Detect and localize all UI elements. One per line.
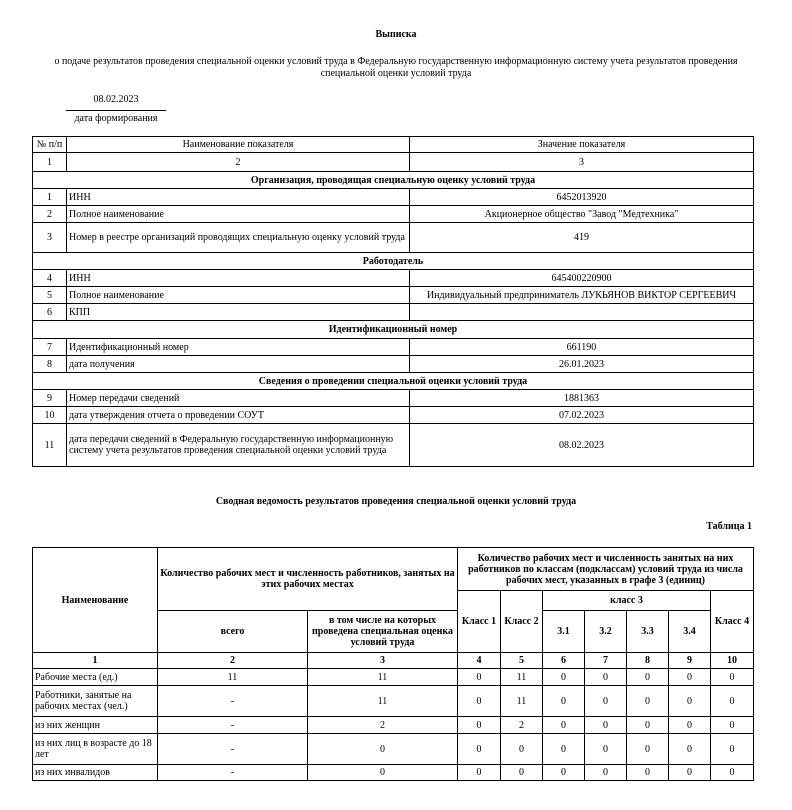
header-value: Значение показателя	[410, 137, 754, 153]
section-title: Работодатель	[33, 253, 754, 270]
cell-assessed: 0	[308, 765, 458, 781]
header-class-3-1: 3.1	[543, 611, 585, 653]
summary-index-row	[33, 653, 754, 669]
section-header	[33, 373, 754, 390]
cell-class-3-2: 0	[585, 717, 627, 734]
cell-class4: 0	[711, 765, 754, 781]
table-header-row	[33, 137, 754, 153]
row-value: 645400220900	[410, 270, 754, 287]
cell-class4: 0	[711, 717, 754, 734]
cell-class1: 0	[458, 765, 501, 781]
header-group1: Количество рабочих мест и численность работников, занятых на этих рабочих местах	[158, 548, 458, 611]
cell-class-3-3: 0	[627, 765, 669, 781]
row-num: 9	[33, 390, 67, 407]
header-class1: Класс 1	[458, 591, 501, 653]
row-num: 11	[33, 424, 67, 467]
cell-class-3-4: 0	[669, 686, 711, 717]
row-name: Полное наименование	[67, 206, 410, 223]
row-name: дата утверждения отчета о проведении СОУТ	[67, 407, 410, 424]
table-row	[33, 734, 754, 765]
cell-class-3-2: 0	[585, 669, 627, 686]
row-name: ИНН	[67, 270, 410, 287]
row-value: 07.02.2023	[410, 407, 754, 424]
row-num: 6	[33, 304, 67, 321]
row-num: 10	[33, 407, 67, 424]
row-value	[410, 304, 754, 321]
cell-assessed: 0	[308, 734, 458, 765]
row-value: 6452013920	[410, 189, 754, 206]
cell-class-3-4: 0	[669, 669, 711, 686]
header-class2: Класс 2	[501, 591, 543, 653]
row-name: Номер передачи сведений	[67, 390, 410, 407]
cell-class4: 0	[711, 669, 754, 686]
header-total: всего	[158, 611, 308, 653]
index-cell: 4	[458, 653, 501, 669]
row-value: 1881363	[410, 390, 754, 407]
row-name: ИНН	[67, 189, 410, 206]
table-row	[33, 206, 754, 223]
cell-class2: 2	[501, 717, 543, 734]
table-row	[33, 223, 754, 253]
row-name: дата передачи сведений в Федеральную государственную информационную систему учета результатов проведения специальной оценки условий труда	[67, 424, 410, 467]
summary-header-row	[33, 548, 754, 591]
section-header	[33, 172, 754, 189]
index-value: 3	[410, 153, 754, 172]
row-value: 26.01.2023	[410, 356, 754, 373]
row-value: 419	[410, 223, 754, 253]
table-row	[33, 304, 754, 321]
row-name: Номер в реестре организаций проводящих специальную оценку условий труда	[67, 223, 410, 253]
cell-class-3-1: 0	[543, 734, 585, 765]
header-name: Наименование показателя	[67, 137, 410, 153]
header-num: № п/п	[33, 137, 67, 153]
cell-class-3-1: 0	[543, 765, 585, 781]
section-title: Организация, проводящая специальную оценку условий труда	[33, 172, 754, 189]
document-subtitle: о подаче результатов проведения специальной оценки условий труда в Федеральную государственную информационную систему учета результатов проведения специальной оценки условий труда	[54, 56, 738, 79]
index-cell: 5	[501, 653, 543, 669]
header-name: Наименование	[33, 548, 158, 653]
row-name: дата получения	[67, 356, 410, 373]
document-title: Выписка	[375, 29, 417, 40]
row-num: 2	[33, 206, 67, 223]
statement-table	[32, 136, 754, 467]
cell-class-3-4: 0	[669, 717, 711, 734]
cell-class-3-4: 0	[669, 765, 711, 781]
header-class-3-4: 3.4	[669, 611, 711, 653]
cell-class-3-1: 0	[543, 669, 585, 686]
cell-class1: 0	[458, 717, 501, 734]
cell-class-3-2: 0	[585, 765, 627, 781]
index-cell: 8	[627, 653, 669, 669]
cell-class1: 0	[458, 669, 501, 686]
index-cell: 3	[308, 653, 458, 669]
cell-assessed: 2	[308, 717, 458, 734]
row-num: 3	[33, 223, 67, 253]
row-value: 08.02.2023	[410, 424, 754, 467]
table-row	[33, 407, 754, 424]
row-num: 7	[33, 339, 67, 356]
cell-assessed: 11	[308, 686, 458, 717]
index-num: 1	[33, 153, 67, 172]
cell-class-3-4: 0	[669, 734, 711, 765]
table-row	[33, 765, 754, 781]
cell-class-3-2: 0	[585, 734, 627, 765]
row-num: 1	[33, 189, 67, 206]
cell-class2: 0	[501, 765, 543, 781]
table-row	[33, 356, 754, 373]
table-row	[33, 189, 754, 206]
cell-total: -	[158, 717, 308, 734]
table-row	[33, 424, 754, 467]
formation-date: 08.02.2023	[93, 94, 139, 105]
header-class-3-3: 3.3	[627, 611, 669, 653]
table-row	[33, 287, 754, 304]
cell-class1: 0	[458, 686, 501, 717]
cell-class-3-3: 0	[627, 717, 669, 734]
table-row	[33, 339, 754, 356]
header-group2: Количество рабочих мест и численность занятых на них работников по классам (подклассам) условий труда из числа рабочих мест, указанных в графе 3 (единиц)	[458, 548, 754, 591]
cell-class-3-2: 0	[585, 686, 627, 717]
formation-date-caption: дата формирования	[74, 113, 158, 124]
row-name: Идентификационный номер	[67, 339, 410, 356]
row-value: Индивидуальный предприниматель ЛУКЬЯНОВ ВИКТОР СЕРГЕЕВИЧ	[410, 287, 754, 304]
row-value: Акционерное общество "Завод "Медтехника"	[410, 206, 754, 223]
cell-total: -	[158, 686, 308, 717]
cell-class-3-1: 0	[543, 717, 585, 734]
table-index-row	[33, 153, 754, 172]
index-cell: 6	[543, 653, 585, 669]
summary-table	[32, 547, 754, 781]
cell-class4: 0	[711, 686, 754, 717]
row-name: КПП	[67, 304, 410, 321]
cell-class4: 0	[711, 734, 754, 765]
row-value: 661190	[410, 339, 754, 356]
row-num: 5	[33, 287, 67, 304]
index-cell: 1	[33, 653, 158, 669]
section-title: Сведения о проведении специальной оценки условий труда	[33, 373, 754, 390]
cell-class2: 11	[501, 669, 543, 686]
row-num: 8	[33, 356, 67, 373]
header-assessed: в том числе на которых проведена специальная оценка условий труда	[308, 611, 458, 653]
table-row	[33, 270, 754, 287]
cell-total: 11	[158, 669, 308, 686]
section-title: Идентификационный номер	[33, 321, 754, 339]
table-label: Таблица 1	[706, 521, 752, 532]
table-row	[33, 686, 754, 717]
index-name: 2	[67, 153, 410, 172]
header-class3: класс 3	[543, 591, 711, 611]
cell-class-3-3: 0	[627, 669, 669, 686]
row-name: Рабочие места (ед.)	[33, 669, 158, 686]
row-name: из них лиц в возрасте до 18 лет	[33, 734, 158, 765]
cell-class-3-1: 0	[543, 686, 585, 717]
table-row	[33, 669, 754, 686]
header-class4: Класс 4	[711, 591, 754, 653]
cell-class2: 0	[501, 734, 543, 765]
summary-title: Сводная ведомость результатов проведения специальной оценки условий труда	[215, 496, 577, 507]
date-underline	[66, 110, 166, 111]
cell-class1: 0	[458, 734, 501, 765]
row-name: Работники, занятые на рабочих местах (чел.)	[33, 686, 158, 717]
index-cell: 2	[158, 653, 308, 669]
cell-total: -	[158, 765, 308, 781]
row-num: 4	[33, 270, 67, 287]
row-name: из них инвалидов	[33, 765, 158, 781]
index-cell: 10	[711, 653, 754, 669]
cell-class2: 11	[501, 686, 543, 717]
index-cell: 9	[669, 653, 711, 669]
section-header	[33, 253, 754, 270]
cell-assessed: 11	[308, 669, 458, 686]
section-header	[33, 321, 754, 339]
index-cell: 7	[585, 653, 627, 669]
table-row	[33, 390, 754, 407]
header-class-3-2: 3.2	[585, 611, 627, 653]
cell-class-3-3: 0	[627, 686, 669, 717]
row-name: из них женщин	[33, 717, 158, 734]
table-row	[33, 717, 754, 734]
row-name: Полное наименование	[67, 287, 410, 304]
cell-class-3-3: 0	[627, 734, 669, 765]
cell-total: -	[158, 734, 308, 765]
